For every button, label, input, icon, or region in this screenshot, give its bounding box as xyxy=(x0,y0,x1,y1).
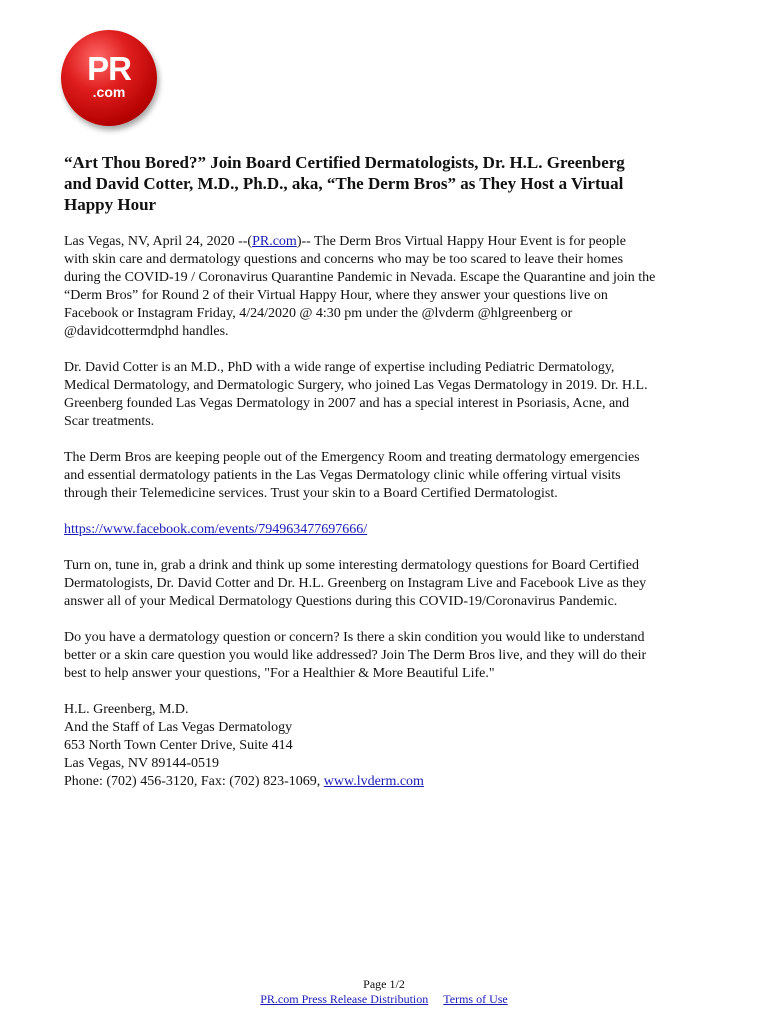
page-footer xyxy=(0,977,768,1007)
paragraph-about-doctors: Dr. David Cotter is an M.D., PhD with a wide range of expertise including Pediatric Dermatology, Medical Dermatology, and Dermatologic Surgery, who joined Las Vegas Dermatology in 2019. Dr. H.L. Greenberg founded Las Vegas Dermatology in 2007 and has a special interest in Psoriasis, Acne, and Scar treatments. xyxy=(64,360,648,429)
facebook-link-paragraph xyxy=(64,521,714,539)
pr-com-link[interactable]: PR.com xyxy=(252,234,297,249)
website-link[interactable]: www.lvderm.com xyxy=(323,774,424,789)
intro-text: )-- The Derm Bros Virtual Happy Hour Event is for people with skin care and dermatology questions and concerns who may be too scared to leave their homes during the COVID-19 / Coronavirus Quarantine Pandemic in Nevada. Escape the Quarantine and join the “Derm Bros” for Round 2 of their Virtual Happy Hour, where they answer your questions live on Facebook or Instagram Friday, 4/24/2020 @ 4:30 pm under the @lvderm @hlgreenberg or @davidcottermdphd handles. xyxy=(64,234,656,339)
contact-address-2: Las Vegas, NV 89144-0519 xyxy=(64,756,220,771)
logo-com-text: .com xyxy=(92,84,126,100)
pr-com-logo[interactable] xyxy=(61,30,157,126)
terms-of-use-link[interactable]: Terms of Use xyxy=(443,992,508,1006)
contact-block xyxy=(64,701,714,791)
distribution-link[interactable]: PR.com Press Release Distribution xyxy=(260,992,429,1006)
page-number: Page 1/2 xyxy=(363,977,405,991)
paragraph-emergency-room: The Derm Bros are keeping people out of the Emergency Room and treating dermatology emergencies and essential dermatology patients in the Las Vegas Dermatology clinic while offering virtual visits through their Telemedicine services. Trust your skin to a Board Certified Dermatologist. xyxy=(64,450,640,501)
contact-phone-line xyxy=(64,773,714,791)
press-release-body xyxy=(64,152,714,791)
contact-name: H.L. Greenberg, M.D. xyxy=(64,702,189,717)
paragraph-tune-in: Turn on, tune in, grab a drink and think up some interesting dermatology questions for Board Certified Dermatologists, Dr. David Cotter and Dr. H.L. Greenberg on Instagram Live and Facebook Live as they answer all of your Medical Dermatology Questions during this COVID-19/Coronavirus Pandemic. xyxy=(64,558,647,609)
footer-links xyxy=(0,992,768,1007)
intro-paragraph xyxy=(64,233,714,341)
dateline: Las Vegas, NV, April 24, 2020 --( xyxy=(64,234,253,249)
contact-phone-fax: Phone: (702) 456-3120, Fax: (702) 823-1069, xyxy=(64,774,324,789)
logo-pr-text: PR xyxy=(87,50,131,87)
contact-org: And the Staff of Las Vegas Dermatology xyxy=(64,720,293,735)
paragraph-question: Do you have a dermatology question or concern? Is there a skin condition you would like to understand better or a skin care question you would like addressed? Join The Derm Bros live, and they will do their best to help answer your questions, "For a Healthier & More Beautiful Life." xyxy=(64,630,647,681)
facebook-event-link[interactable]: https://www.facebook.com/events/794963477697666/ xyxy=(64,522,368,537)
contact-address-1: 653 North Town Center Drive, Suite 414 xyxy=(64,738,293,753)
headline: “Art Thou Bored?” Join Board Certified Dermatologists, Dr. H.L. Greenberg and David Cotter, M.D., Ph.D., aka, “The Derm Bros” as They Host a Virtual Happy Hour xyxy=(64,153,625,214)
